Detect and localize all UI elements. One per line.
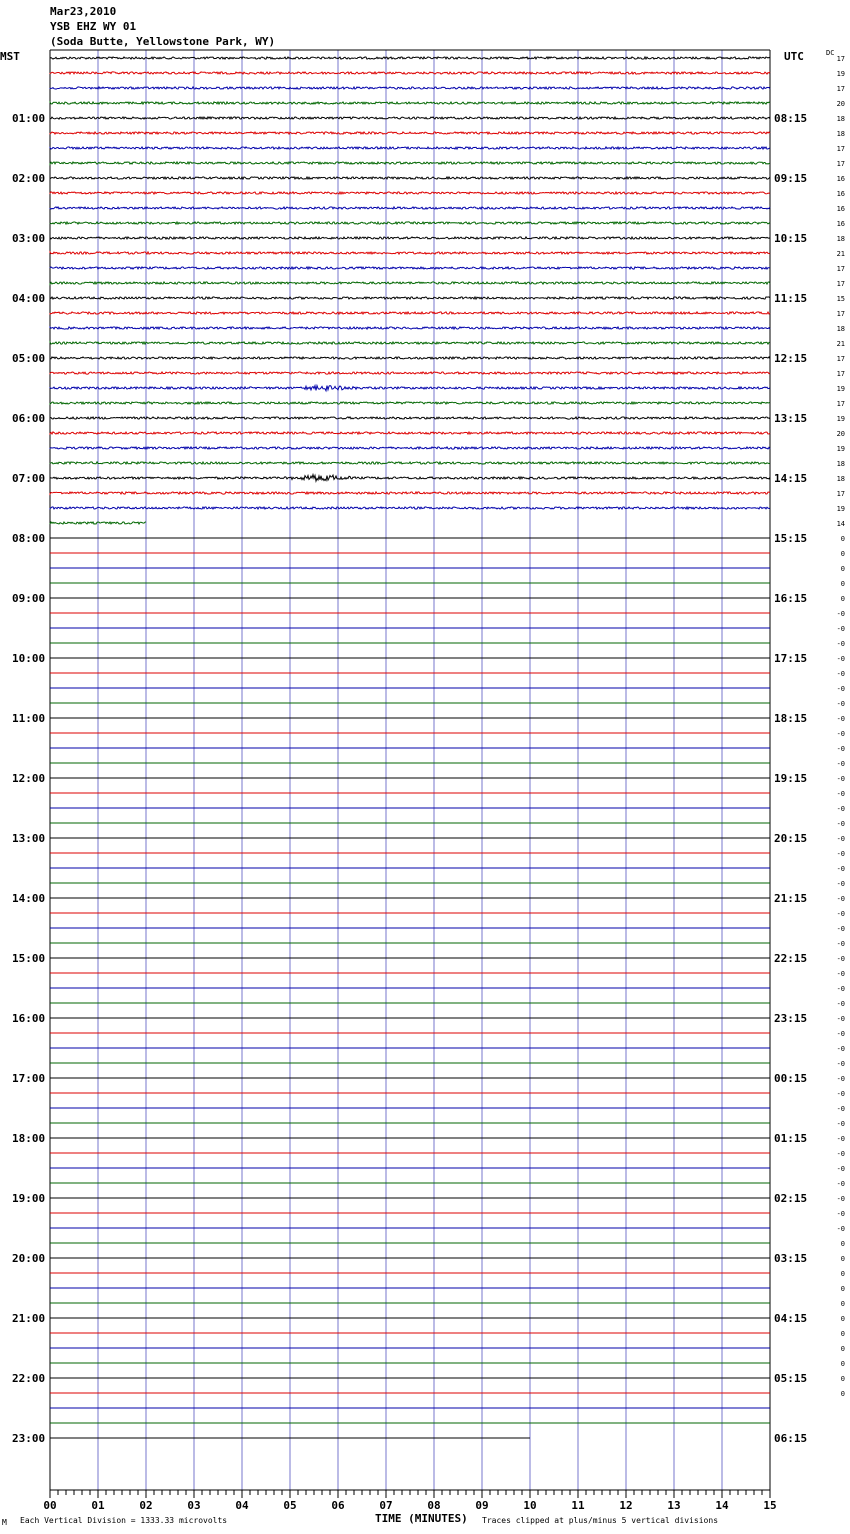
dc-offset-label: -0 <box>836 865 845 873</box>
x-tick-label: 00 <box>43 1499 57 1512</box>
dc-offset-label: 17 <box>836 85 845 93</box>
dc-offset-label: -0 <box>836 715 845 723</box>
x-tick-label: 10 <box>523 1499 537 1512</box>
dc-offset-label: 17 <box>836 490 845 498</box>
trace-line <box>50 386 770 391</box>
mst-hour-label: 16:00 <box>12 1012 46 1025</box>
dc-offset-label: -0 <box>836 1060 845 1068</box>
x-tick-label: 01 <box>91 1499 105 1512</box>
trace-line <box>50 357 770 359</box>
trace-line <box>50 72 770 74</box>
utc-hour-label: 05:15 <box>774 1372 808 1385</box>
dc-offset-label: 17 <box>836 400 845 408</box>
utc-hour-label: 12:15 <box>774 352 808 365</box>
trace-line <box>50 192 770 194</box>
right-timezone-label: UTC <box>784 50 804 63</box>
dc-offset-label: 17 <box>836 280 845 288</box>
x-tick-label: 06 <box>331 1499 345 1512</box>
dc-offset-label: 17 <box>836 265 845 273</box>
dc-offset-label: 17 <box>836 145 845 153</box>
dc-offset-label: 19 <box>836 505 845 513</box>
utc-hour-label: 15:15 <box>774 532 808 545</box>
dc-offset-label: 0 <box>840 1255 845 1263</box>
dc-offset-label: -0 <box>836 745 845 753</box>
mst-hour-label: 08:00 <box>12 532 46 545</box>
utc-hour-label: 16:15 <box>774 592 808 605</box>
dc-offset-label: 19 <box>836 70 845 78</box>
trace-line <box>50 147 770 149</box>
mst-hour-label: 22:00 <box>12 1372 46 1385</box>
utc-hour-label: 23:15 <box>774 1012 808 1025</box>
dc-offset-label: -0 <box>836 820 845 828</box>
x-tick-label: 08 <box>427 1499 441 1512</box>
dc-offset-label: -0 <box>836 955 845 963</box>
utc-hour-label: 19:15 <box>774 772 808 785</box>
dc-offset-label: -0 <box>836 1165 845 1173</box>
x-tick-label: 09 <box>475 1499 489 1512</box>
mst-hour-label: 11:00 <box>12 712 46 725</box>
mst-hour-label: 07:00 <box>12 472 46 485</box>
utc-hour-label: 10:15 <box>774 232 808 245</box>
dc-offset-label: -0 <box>836 775 845 783</box>
dc-offset-label: 17 <box>836 310 845 318</box>
utc-hour-label: 04:15 <box>774 1312 808 1325</box>
trace-line <box>50 342 770 344</box>
dc-offset-label: -0 <box>836 700 845 708</box>
dc-offset-label: -0 <box>836 670 845 678</box>
dc-offset-label: 18 <box>836 325 845 333</box>
x-tick-label: 15 <box>763 1499 777 1512</box>
dc-offset-label: 17 <box>836 55 845 63</box>
dc-offset-label: 20 <box>836 100 845 108</box>
utc-hour-label: 20:15 <box>774 832 808 845</box>
dc-offset-label: -0 <box>836 925 845 933</box>
dc-offset-label: 16 <box>836 190 845 198</box>
mst-hour-label: 09:00 <box>12 592 46 605</box>
dc-offset-label: -0 <box>836 805 845 813</box>
mst-hour-label: 15:00 <box>12 952 46 965</box>
dc-offset-label: 0 <box>840 1240 845 1248</box>
dc-offset-label: -0 <box>836 760 845 768</box>
dc-offset-label: -0 <box>836 1090 845 1098</box>
trace-line <box>50 282 770 284</box>
dc-offset-label: -0 <box>836 730 845 738</box>
utc-hour-label: 11:15 <box>774 292 808 305</box>
dc-offset-label: 19 <box>836 415 845 423</box>
dc-offset-label: 18 <box>836 115 845 123</box>
dc-offset-label: -0 <box>836 880 845 888</box>
dc-offset-label: -0 <box>836 1075 845 1083</box>
mst-hour-label: 20:00 <box>12 1252 46 1265</box>
dc-offset-labels <box>837 55 845 1398</box>
trace-line <box>50 475 770 481</box>
dc-offset-label: -0 <box>836 895 845 903</box>
utc-hour-labels <box>774 112 807 1445</box>
trace-line <box>50 132 770 134</box>
dc-offset-label: -0 <box>836 640 845 648</box>
dc-offset-label: 0 <box>840 550 845 558</box>
dc-offset-label: 21 <box>836 340 845 348</box>
dc-offset-label: -0 <box>836 1135 845 1143</box>
mst-hour-label: 14:00 <box>12 892 46 905</box>
dc-offset-label: 21 <box>836 250 845 258</box>
trace-line <box>50 102 770 104</box>
dc-offset-label: 0 <box>840 1315 845 1323</box>
utc-hour-label: 13:15 <box>774 412 808 425</box>
x-tick-label: 11 <box>571 1499 585 1512</box>
utc-hour-label: 02:15 <box>774 1192 808 1205</box>
trace-line <box>50 237 770 239</box>
utc-hour-label: 03:15 <box>774 1252 808 1265</box>
dc-offset-label: 0 <box>840 535 845 543</box>
dc-offset-label: -0 <box>836 1225 845 1233</box>
x-tick-label: 05 <box>283 1499 297 1512</box>
dc-offset-label: -0 <box>836 655 845 663</box>
dc-offset-label: -0 <box>836 850 845 858</box>
corner-mark: M <box>2 1518 7 1527</box>
utc-hour-label: 00:15 <box>774 1072 808 1085</box>
trace-line <box>50 432 770 434</box>
dc-offset-label: 18 <box>836 460 845 468</box>
seismic-traces <box>50 57 770 1438</box>
dc-offset-label: 0 <box>840 1390 845 1398</box>
dc-offset-label: 0 <box>840 1330 845 1338</box>
dc-offset-label: 16 <box>836 175 845 183</box>
trace-line <box>50 447 770 449</box>
scale-note: Each Vertical Division = 1333.33 microvolts <box>20 1516 228 1525</box>
trace-line <box>50 87 770 89</box>
dc-offset-label: 15 <box>836 295 845 303</box>
trace-line <box>50 402 770 404</box>
dc-offset-label: 16 <box>836 220 845 228</box>
dc-offset-label: 19 <box>836 445 845 453</box>
trace-line <box>50 252 770 254</box>
utc-hour-label: 17:15 <box>774 652 808 665</box>
trace-line <box>50 327 770 329</box>
mst-hour-labels <box>12 112 45 1445</box>
dc-offset-label: 14 <box>836 520 845 528</box>
dc-offset-label: -0 <box>836 985 845 993</box>
dc-offset-label: 0 <box>840 1285 845 1293</box>
dc-offset-label: 0 <box>840 1375 845 1383</box>
mst-hour-label: 02:00 <box>12 172 46 185</box>
dc-offset-label: 0 <box>840 1270 845 1278</box>
mst-hour-label: 12:00 <box>12 772 46 785</box>
dc-offset-label: 17 <box>836 370 845 378</box>
utc-hour-label: 18:15 <box>774 712 808 725</box>
x-axis-title: TIME (MINUTES) <box>375 1512 468 1525</box>
mst-hour-label: 23:00 <box>12 1432 46 1445</box>
clip-note: Traces clipped at plus/minus 5 vertical divisions <box>482 1516 719 1525</box>
trace-line <box>50 312 770 314</box>
trace-line <box>50 117 770 119</box>
dc-offset-label: -0 <box>836 1000 845 1008</box>
dc-offset-label: -0 <box>836 1150 845 1158</box>
trace-line <box>50 462 770 464</box>
utc-hour-label: 08:15 <box>774 112 808 125</box>
trace-line <box>50 177 770 179</box>
utc-hour-label: 21:15 <box>774 892 808 905</box>
dc-offset-label: 17 <box>836 160 845 168</box>
utc-hour-label: 01:15 <box>774 1132 808 1145</box>
trace-line <box>50 267 770 269</box>
mst-hour-label: 05:00 <box>12 352 46 365</box>
dc-offset-label: -0 <box>836 910 845 918</box>
utc-hour-label: 06:15 <box>774 1432 808 1445</box>
dc-offset-label: 0 <box>840 1345 845 1353</box>
dc-offset-label: 0 <box>840 1300 845 1308</box>
trace-line <box>50 207 770 209</box>
dc-offset-label: -0 <box>836 1015 845 1023</box>
mst-hour-label: 06:00 <box>12 412 46 425</box>
station-location: (Soda Butte, Yellowstone Park, WY) <box>50 35 276 48</box>
dc-offset-label: -0 <box>836 685 845 693</box>
left-timezone-label: MST <box>0 50 20 63</box>
trace-line <box>50 222 770 224</box>
x-tick-label: 02 <box>139 1499 153 1512</box>
mst-hour-label: 21:00 <box>12 1312 46 1325</box>
dc-offset-label: 0 <box>840 595 845 603</box>
x-tick-label: 07 <box>379 1499 393 1512</box>
dc-offset-label: -0 <box>836 1210 845 1218</box>
dc-offset-label: -0 <box>836 1045 845 1053</box>
mst-hour-label: 13:00 <box>12 832 46 845</box>
dc-offset-label: 18 <box>836 475 845 483</box>
dc-offset-label: -0 <box>836 970 845 978</box>
dc-offset-label: -0 <box>836 835 845 843</box>
dc-offset-label: -0 <box>836 940 845 948</box>
mst-hour-label: 18:00 <box>12 1132 46 1145</box>
mst-hour-label: 03:00 <box>12 232 46 245</box>
x-tick-label: 14 <box>715 1499 729 1512</box>
trace-line <box>50 507 770 509</box>
dc-offset-label: -0 <box>836 790 845 798</box>
mst-hour-label: 10:00 <box>12 652 46 665</box>
dc-column-label: DC <box>826 49 835 57</box>
dc-offset-label: 20 <box>836 430 845 438</box>
dc-offset-label: 0 <box>840 580 845 588</box>
utc-hour-label: 09:15 <box>774 172 808 185</box>
dc-offset-label: 0 <box>840 565 845 573</box>
x-tick-label: 12 <box>619 1499 633 1512</box>
trace-line <box>50 297 770 299</box>
plot-date: Mar23,2010 <box>50 5 117 18</box>
trace-line <box>50 372 770 374</box>
dc-offset-label: 0 <box>840 1360 845 1368</box>
trace-line <box>50 492 770 494</box>
mst-hour-label: 04:00 <box>12 292 46 305</box>
dc-offset-label: -0 <box>836 1030 845 1038</box>
dc-offset-label: -0 <box>836 610 845 618</box>
dc-offset-label: -0 <box>836 1195 845 1203</box>
dc-offset-label: -0 <box>836 1120 845 1128</box>
minute-grid <box>50 50 770 1490</box>
mst-hour-label: 01:00 <box>12 112 46 125</box>
mst-hour-label: 19:00 <box>12 1192 46 1205</box>
dc-offset-label: 16 <box>836 205 845 213</box>
dc-offset-label: 19 <box>836 385 845 393</box>
utc-hour-label: 14:15 <box>774 472 808 485</box>
trace-line <box>50 417 770 419</box>
trace-line <box>50 57 770 59</box>
utc-hour-label: 22:15 <box>774 952 808 965</box>
dc-offset-label: 18 <box>836 235 845 243</box>
trace-line <box>50 162 770 164</box>
dc-offset-label: 18 <box>836 130 845 138</box>
dc-offset-label: -0 <box>836 1105 845 1113</box>
dc-offset-label: 17 <box>836 355 845 363</box>
x-tick-label: 04 <box>235 1499 249 1512</box>
dc-offset-label: -0 <box>836 625 845 633</box>
x-tick-label: 13 <box>667 1499 681 1512</box>
dc-offset-label: -0 <box>836 1180 845 1188</box>
x-axis <box>43 1490 776 1512</box>
station-code: YSB EHZ WY 01 <box>50 20 137 33</box>
x-tick-label: 03 <box>187 1499 201 1512</box>
mst-hour-label: 17:00 <box>12 1072 46 1085</box>
